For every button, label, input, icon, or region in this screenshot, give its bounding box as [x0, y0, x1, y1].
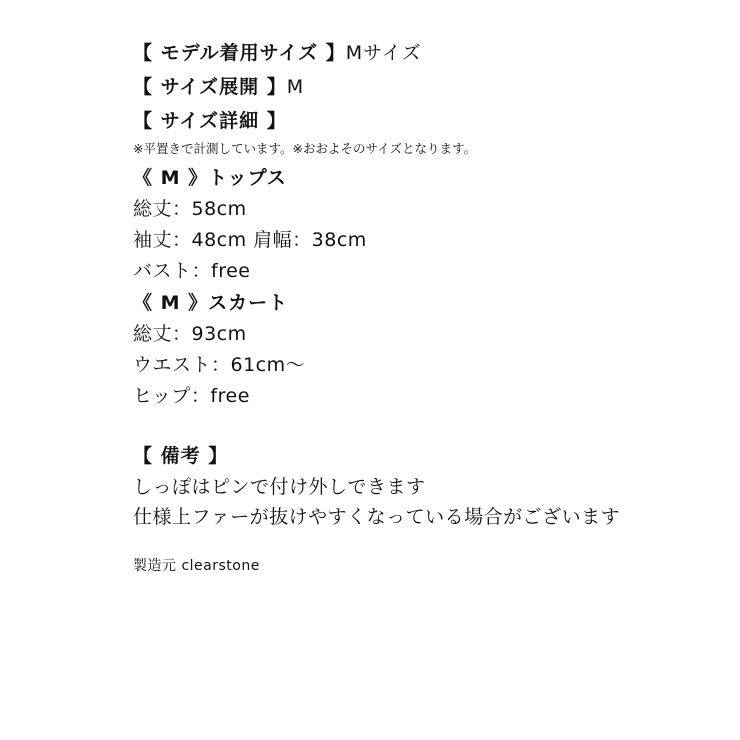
remark-tail: しっぽはピンで付け外しできます [133, 476, 426, 498]
spacer [133, 532, 723, 554]
size-range-label: 【 サイズ展開 】 [133, 76, 287, 98]
model-size-heading [133, 36, 723, 70]
measurement-note: ※平置きで計測しています。※おおよそのサイズとなります。 [133, 141, 476, 156]
size-info-document [133, 36, 723, 578]
tops-length: 総丈：58cm [133, 198, 247, 220]
manufacturer: 製造元 clearstone [133, 558, 260, 574]
tops-bust: バスト：free [133, 260, 251, 282]
skirt-hip: ヒップ：free [133, 385, 250, 407]
size-range-value: M [286, 76, 305, 98]
spacer [133, 412, 723, 440]
skirt-waist: ウエスト：61cm～ [133, 354, 306, 376]
skirt-title: 《 M 》スカート [133, 292, 289, 314]
model-size-value: Mサイズ [345, 42, 422, 64]
model-size-label: 【 モデル着用サイズ 】 [133, 42, 346, 64]
size-range-heading [133, 70, 723, 104]
remark-fur: 仕様上ファーが抜けやすくなっている場合がございます [133, 506, 621, 528]
remarks-title: 【 備考 】 [133, 445, 229, 467]
skirt-length: 総丈：93cm [133, 323, 247, 345]
tops-sleeve-shoulder: 袖丈：48cm 肩幅：38cm [133, 229, 367, 251]
size-detail-label: 【 サイズ詳細 】 [133, 110, 287, 132]
tops-title: 《 M 》トップス [133, 167, 287, 189]
size-detail-heading [133, 104, 723, 138]
